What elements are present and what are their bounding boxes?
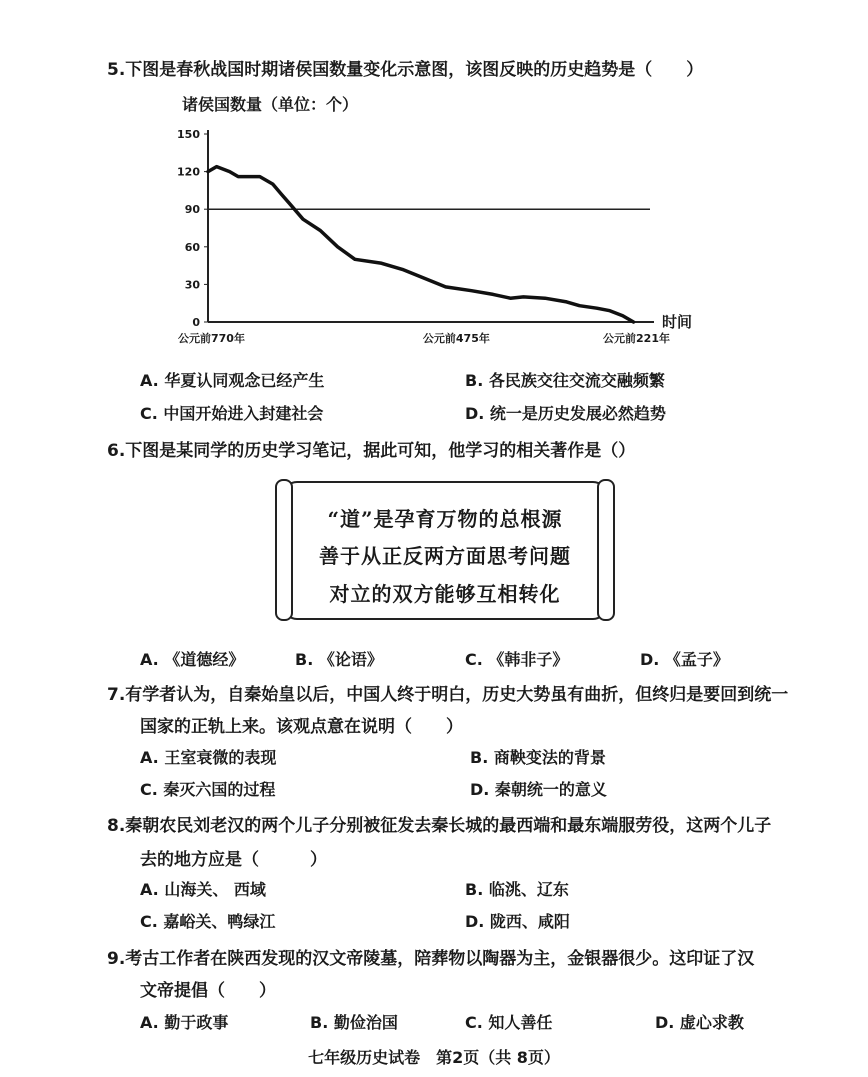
y-tick-label: 0 (192, 316, 200, 329)
question-6-stem: 6.下图是某同学的历史学习笔记，据此可知，他学习的相关著作是（） (107, 441, 636, 461)
question-9-stem-line2: 文帝提倡（ ） (140, 981, 276, 1001)
q5-option-b[interactable]: B. 各民族交往交流交融频繁 (465, 371, 665, 390)
x-tick-label: 公元前475年 (422, 332, 490, 345)
x-tick-label: 公元前221年 (603, 332, 670, 345)
question-8-stem-line2: 去的地方应是（ ） (140, 850, 327, 870)
note-line-3: 对立的双方能够互相转化 (329, 582, 561, 606)
q8-option-b[interactable]: B. 临洮、辽东 (465, 880, 569, 899)
q9-option-a[interactable]: A. 勤于政事 (140, 1013, 229, 1032)
q6-option-a[interactable]: A. 《道德经》 (140, 650, 245, 669)
question-5-stem: 5.下图是春秋战国时期诸侯国数量变化示意图，该图反映的历史趋势是（ ） (107, 60, 704, 80)
x-tick-label: 公元前770年 (178, 332, 245, 345)
q8-option-d[interactable]: D. 陇西、咸阳 (465, 912, 570, 931)
question-7-stem-line1: 7.有学者认为，自秦始皇以后，中国人终于明白，历史大势虽有曲折，但终归是要回到统一 (107, 685, 789, 705)
chart-title: 诸侯国数量（单位：个） (182, 95, 359, 114)
page-footer: 七年级历史试卷 第2页（共 8页） (308, 1048, 560, 1067)
q9-option-c[interactable]: C. 知人善任 (465, 1013, 553, 1032)
series-line-vassal-states (208, 167, 634, 322)
note-line-2: 善于从正反两方面思考问题 (319, 544, 571, 568)
q8-option-c[interactable]: C. 嘉峪关、鸭绿江 (140, 912, 276, 931)
q6-option-b[interactable]: B. 《论语》 (295, 650, 383, 669)
y-tick-label: 120 (177, 165, 200, 179)
note-line-1: “道”是孕育万物的总根源 (327, 507, 563, 531)
q7-option-b[interactable]: B. 商鞅变法的背景 (470, 748, 606, 767)
q5-option-a[interactable]: A. 华夏认同观念已经产生 (140, 371, 325, 390)
q7-option-a[interactable]: A. 王室衰微的表现 (140, 748, 277, 767)
q6-option-c[interactable]: C. 《韩非子》 (465, 650, 569, 669)
x-axis-label: 时间 (662, 313, 693, 331)
y-tick-label: 60 (184, 240, 200, 254)
y-tick-label: 30 (184, 278, 200, 292)
y-tick-label: 90 (184, 203, 200, 217)
q6-option-d[interactable]: D. 《孟子》 (640, 650, 729, 669)
q9-option-d[interactable]: D. 虚心求教 (655, 1013, 744, 1032)
question-9-stem-line1: 9.考古工作者在陕西发现的汉文帝陵墓，陪葬物以陶器为主，金银器很少。这印证了汉 (107, 949, 755, 969)
question-8-stem-line1: 8.秦朝农民刘老汉的两个儿子分别被征发去秦长城的最西端和最东端服劳役，这两个儿子 (107, 816, 772, 836)
y-tick-label: 150 (177, 128, 200, 141)
chart-svg (170, 90, 710, 360)
q5-option-d[interactable]: D. 统一是历史发展必然趋势 (465, 404, 666, 423)
q8-option-a[interactable]: A. 山海关、 西域 (140, 880, 266, 899)
q7-option-c[interactable]: C. 秦灭六国的过程 (140, 780, 276, 799)
question-7-stem-line2: 国家的正轨上来。该观点意在说明（ ） (140, 717, 463, 737)
q7-option-d[interactable]: D. 秦朝统一的意义 (470, 780, 607, 799)
vassal-states-chart (170, 90, 710, 360)
q9-option-b[interactable]: B. 勤俭治国 (310, 1013, 398, 1032)
q5-option-c[interactable]: C. 中国开始进入封建社会 (140, 404, 324, 423)
study-note-scroll (283, 481, 607, 620)
